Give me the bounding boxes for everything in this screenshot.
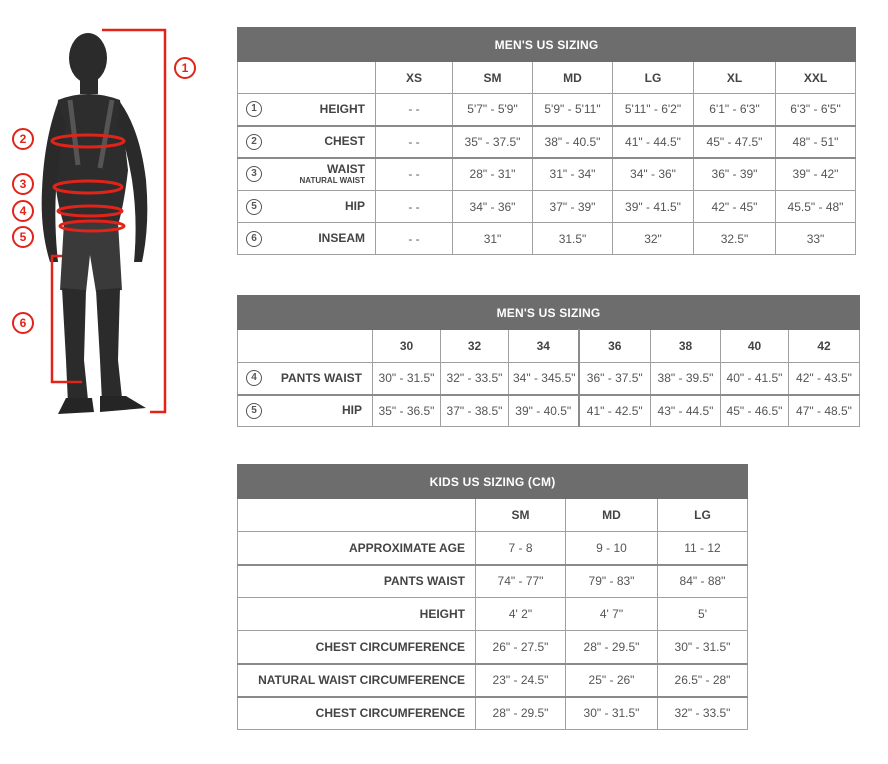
- table-row: [238, 598, 748, 631]
- row-label: NATURAL WAIST CIRCUMFERENCE: [238, 664, 476, 697]
- table-row: [238, 223, 856, 255]
- row-label-hip: 5 HIP: [238, 395, 373, 427]
- size-header: 40: [721, 330, 789, 363]
- table-row: [238, 363, 860, 395]
- table-cell: 28" - 29.5": [566, 631, 658, 664]
- measurement-figure: [0, 0, 230, 430]
- table-row: [238, 631, 748, 664]
- table-cell: 26" - 27.5": [476, 631, 566, 664]
- table-cell: 39" - 42": [776, 158, 856, 191]
- table-cell: 34" - 36": [453, 191, 533, 223]
- table-cell: 28" - 31": [453, 158, 533, 191]
- table-cell: 32" - 33.5": [658, 697, 748, 730]
- size-header-blank: [238, 62, 376, 94]
- table-row: [238, 532, 748, 565]
- size-header: 30: [373, 330, 441, 363]
- size-header: MD: [533, 62, 613, 94]
- table-cell: 48" - 51": [776, 126, 856, 158]
- number-badge: 3: [246, 166, 262, 182]
- table-cell: 9 - 10: [566, 532, 658, 565]
- marker-4-badge: 4: [12, 200, 34, 222]
- table-cell: 31.5": [533, 223, 613, 255]
- table-cell: 45" - 47.5": [694, 126, 776, 158]
- table-cell: 5'11" - 6'2": [613, 94, 694, 126]
- marker-5-badge: 5: [12, 226, 34, 248]
- size-header: 38: [651, 330, 721, 363]
- size-header: 42: [789, 330, 860, 363]
- row-label: PANTS WAIST: [238, 565, 476, 598]
- size-header-blank: [238, 330, 373, 363]
- row-label-height: 1 HEIGHT: [238, 94, 376, 126]
- marker-2-badge: 2: [12, 128, 34, 150]
- size-header: MD: [566, 499, 658, 532]
- table-cell: 26.5" - 28": [658, 664, 748, 697]
- size-header: 32: [441, 330, 509, 363]
- table-cell: 40" - 41.5": [721, 363, 789, 395]
- row-label-pants-waist: 4 PANTS WAIST: [238, 363, 373, 395]
- size-header: 34: [509, 330, 579, 363]
- size-header: LG: [658, 499, 748, 532]
- row-label: APPROXIMATE AGE: [238, 532, 476, 565]
- table-cell: 42" - 45": [694, 191, 776, 223]
- table-cell: 6'1" - 6'3": [694, 94, 776, 126]
- table-cell: 84" - 88": [658, 565, 748, 598]
- row-label-hip: 5 HIP: [238, 191, 376, 223]
- table-cell: 4' 7": [566, 598, 658, 631]
- row-label-inseam: 6 INSEAM: [238, 223, 376, 255]
- table-cell: 43" - 44.5": [651, 395, 721, 427]
- table-cell: 74" - 77": [476, 565, 566, 598]
- table-cell: - -: [376, 223, 453, 255]
- table-cell: - -: [376, 126, 453, 158]
- table-cell: 79" - 83": [566, 565, 658, 598]
- number-badge: 1: [246, 101, 262, 117]
- row-label-waist: 3 WAIST NATURAL WAIST: [238, 158, 376, 191]
- table-cell: 39" - 40.5": [509, 395, 579, 427]
- table-cell: 47" - 48.5": [789, 395, 860, 427]
- table-row: [238, 395, 860, 427]
- table-row: [238, 158, 856, 191]
- table-cell: 39" - 41.5": [613, 191, 694, 223]
- table-cell: 32.5": [694, 223, 776, 255]
- table-row: [238, 191, 856, 223]
- table-cell: 28" - 29.5": [476, 697, 566, 730]
- table-cell: - -: [376, 191, 453, 223]
- table-row: [238, 664, 748, 697]
- table-cell: 23" - 24.5": [476, 664, 566, 697]
- table-cell: 30" - 31.5": [566, 697, 658, 730]
- table-cell: 32" - 33.5": [441, 363, 509, 395]
- table-cell: 30" - 31.5": [658, 631, 748, 664]
- table-cell: - -: [376, 158, 453, 191]
- table-row: [238, 126, 856, 158]
- table-cell: 5'7" - 5'9": [453, 94, 533, 126]
- table-cell: 34" - 345.5": [509, 363, 579, 395]
- marker-6-badge: 6: [12, 312, 34, 334]
- size-header: LG: [613, 62, 694, 94]
- number-badge: 6: [246, 231, 262, 247]
- table-cell: 31" - 34": [533, 158, 613, 191]
- size-header: SM: [476, 499, 566, 532]
- table-cell: 33": [776, 223, 856, 255]
- table-cell: 31": [453, 223, 533, 255]
- pants-table-title: MEN'S US SIZING: [238, 296, 860, 330]
- number-badge: 5: [246, 403, 262, 419]
- table-cell: 36" - 39": [694, 158, 776, 191]
- table-cell: 38" - 39.5": [651, 363, 721, 395]
- mens-pants-sizing-table: [237, 295, 860, 427]
- size-header: XL: [694, 62, 776, 94]
- table-cell: 30" - 31.5": [373, 363, 441, 395]
- table-row: [238, 697, 748, 730]
- size-header: XXL: [776, 62, 856, 94]
- size-header: SM: [453, 62, 533, 94]
- table-cell: 45" - 46.5": [721, 395, 789, 427]
- table-cell: 41" - 44.5": [613, 126, 694, 158]
- table-cell: 5'9" - 5'11": [533, 94, 613, 126]
- kids-sizing-table: [237, 464, 748, 730]
- size-header: 36: [579, 330, 651, 363]
- table-cell: 6'3" - 6'5": [776, 94, 856, 126]
- table-cell: 41" - 42.5": [579, 395, 651, 427]
- table-cell: 34" - 36": [613, 158, 694, 191]
- table-cell: - -: [376, 94, 453, 126]
- table-row: [238, 565, 748, 598]
- table-cell: 36" - 37.5": [579, 363, 651, 395]
- table-cell: 11 - 12: [658, 532, 748, 565]
- table-cell: 7 - 8: [476, 532, 566, 565]
- row-label: CHEST CIRCUMFERENCE: [238, 697, 476, 730]
- kids-table-title: KIDS US SIZING (CM): [238, 465, 748, 499]
- marker-1-badge: 1: [174, 57, 196, 79]
- table-cell: 25" - 26": [566, 664, 658, 697]
- row-label: HEIGHT: [238, 598, 476, 631]
- mens-table-title: MEN'S US SIZING: [238, 28, 856, 62]
- number-badge: 4: [246, 370, 262, 386]
- table-cell: 35" - 36.5": [373, 395, 441, 427]
- table-cell: 38" - 40.5": [533, 126, 613, 158]
- table-cell: 5': [658, 598, 748, 631]
- number-badge: 2: [246, 134, 262, 150]
- table-cell: 37" - 39": [533, 191, 613, 223]
- row-label-chest: 2 CHEST: [238, 126, 376, 158]
- mens-sizing-table: [237, 27, 856, 255]
- table-cell: 35" - 37.5": [453, 126, 533, 158]
- marker-3-badge: 3: [12, 173, 34, 195]
- size-header-blank: [238, 499, 476, 532]
- table-cell: 42" - 43.5": [789, 363, 860, 395]
- table-cell: 4' 2": [476, 598, 566, 631]
- size-header: XS: [376, 62, 453, 94]
- table-row: [238, 94, 856, 126]
- table-cell: 37" - 38.5": [441, 395, 509, 427]
- table-cell: 45.5" - 48": [776, 191, 856, 223]
- number-badge: 5: [246, 199, 262, 215]
- table-cell: 32": [613, 223, 694, 255]
- row-label: CHEST CIRCUMFERENCE: [238, 631, 476, 664]
